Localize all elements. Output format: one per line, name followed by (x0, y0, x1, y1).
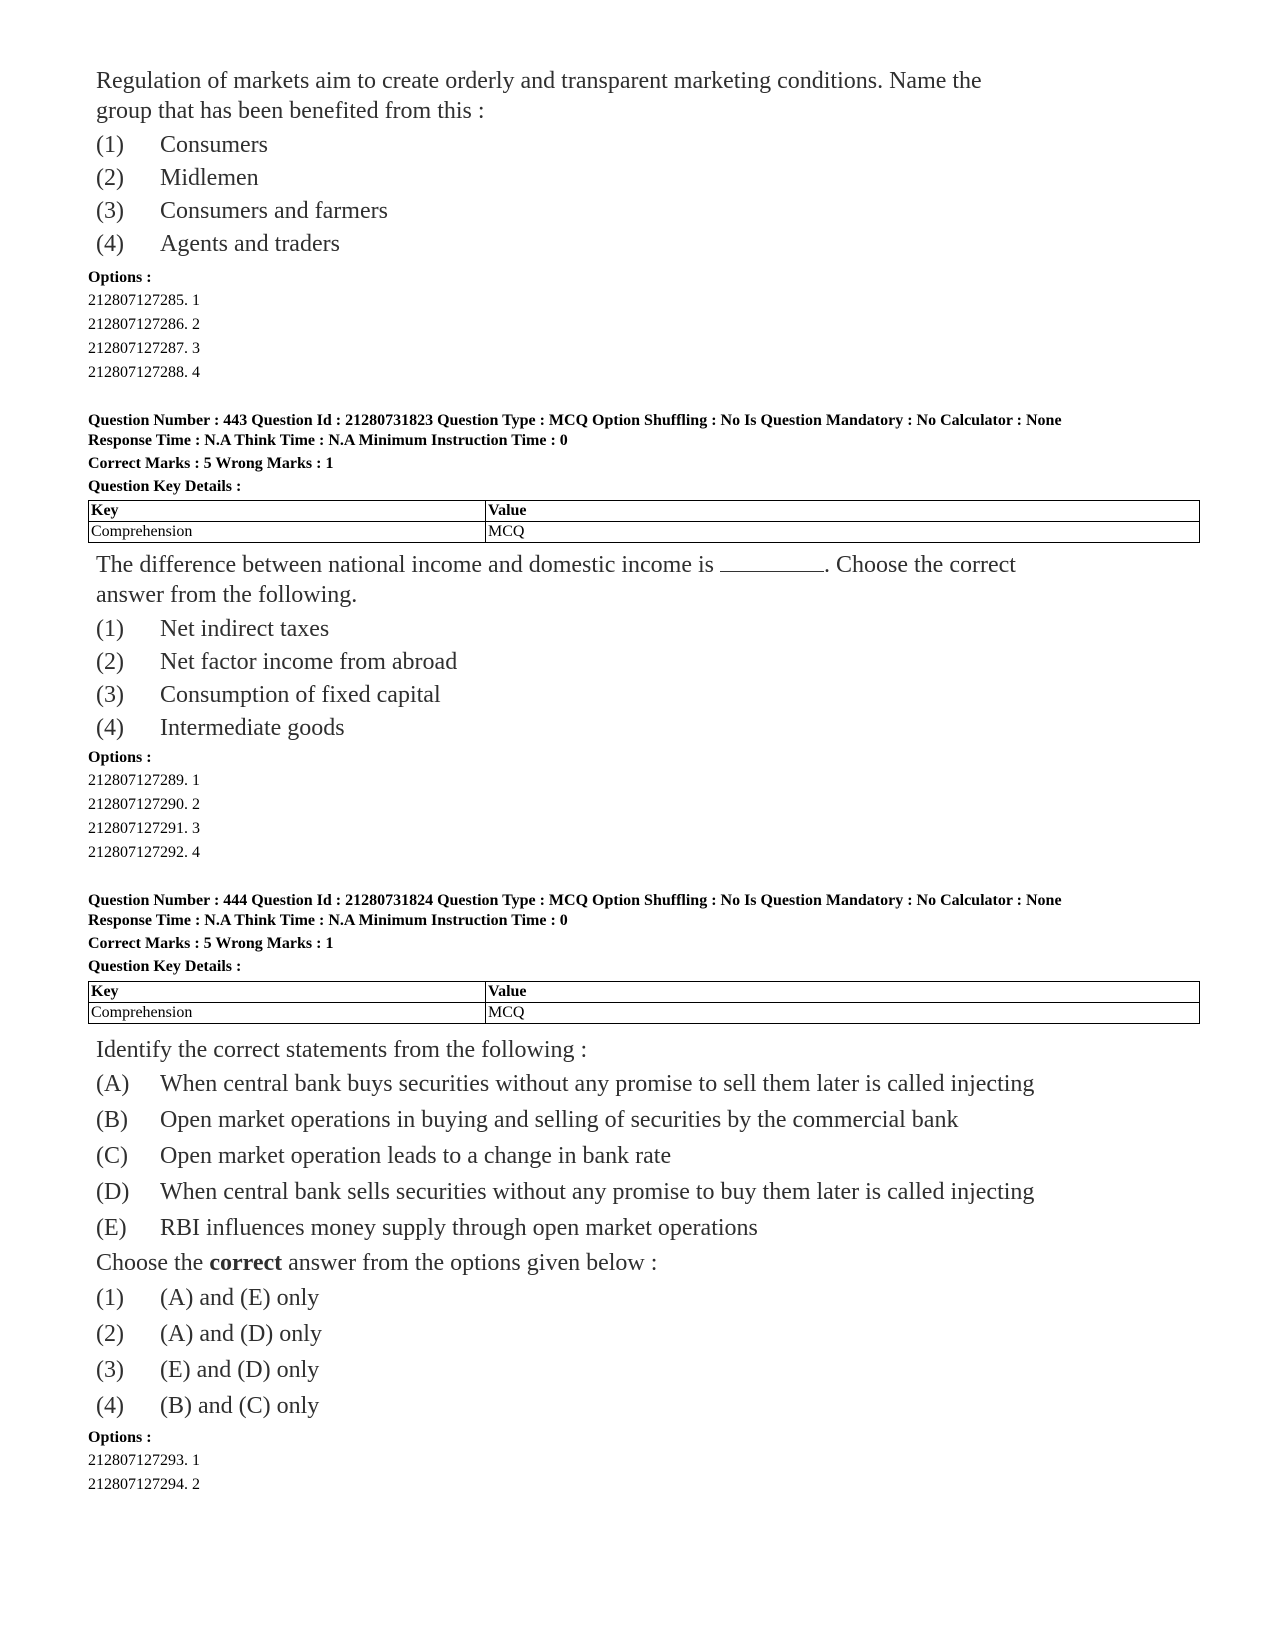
options-heading: Options : (88, 749, 152, 766)
options-heading: Options : (88, 1429, 152, 1446)
option-id: 212807127293. 1 (88, 1452, 200, 1469)
question-443-key-table (88, 500, 1200, 543)
answer-option: (1) Net indirect taxes (96, 616, 330, 642)
answer-option: (3) Consumers and farmers (96, 198, 388, 224)
option-id: 212807127287. 3 (88, 340, 200, 357)
marks-line: Correct Marks : 5 Wrong Marks : 1 (88, 935, 334, 952)
table-header-cell: Key (89, 982, 486, 1003)
option-id: 212807127291. 3 (88, 820, 200, 837)
question-444-options (88, 1427, 1200, 1497)
option-id-list (88, 289, 1200, 385)
question-442-options (88, 267, 1200, 385)
table-header-cell: Value (486, 982, 1200, 1003)
question-443-body (88, 550, 1200, 745)
table-cell: MCQ (486, 1003, 1200, 1024)
question-meta-line: Response Time : N.A Think Time : N.A Minimum Instruction Time : 0 (88, 432, 568, 449)
choose-instruction: Choose the correct answer from the options given below : (96, 1250, 658, 1276)
fill-blank (720, 551, 824, 572)
options-heading: Options : (88, 269, 152, 286)
question-stem-line: Regulation of markets aim to create orderly and transparent marketing conditions. Name the (96, 68, 982, 94)
answer-option: (2) (A) and (D) only (96, 1320, 322, 1347)
table-row (89, 522, 1200, 543)
option-id: 212807127292. 4 (88, 844, 200, 861)
statement-item: (A) When central bank buys securities without any promise to sell them later is called injecting (96, 1070, 1035, 1097)
option-id-list (88, 1449, 1200, 1497)
option-id: 212807127294. 2 (88, 1476, 200, 1493)
question-444-header (88, 891, 1200, 977)
table-header-row (89, 982, 1200, 1003)
answer-option: (1) (A) and (E) only (96, 1284, 320, 1311)
statement-item: (E) RBI influences money supply through open market operations (96, 1214, 758, 1241)
option-id: 212807127288. 4 (88, 364, 200, 381)
question-meta-line: Question Number : 444 Question Id : 21280731824 Question Type : MCQ Option Shuffling : No Is Question Mandatory : No Calculator : None (88, 892, 1062, 909)
table-cell: Comprehension (89, 1003, 486, 1024)
option-id: 212807127289. 1 (88, 772, 200, 789)
answer-option: (3) (E) and (D) only (96, 1356, 320, 1383)
key-details-label: Question Key Details : (88, 478, 242, 495)
option-id-list (88, 769, 1200, 865)
question-444-body (88, 1034, 1200, 1424)
question-stem-line: Identify the correct statements from the following : (96, 1037, 588, 1063)
answer-option: (4) Intermediate goods (96, 715, 345, 741)
question-443-options (88, 747, 1200, 865)
statement-item: (D) When central bank sells securities without any promise to buy them later is called injecting (96, 1178, 1035, 1205)
answer-option: (1) Consumers (96, 132, 268, 158)
option-id: 212807127290. 2 (88, 796, 200, 813)
answer-option: (2) Midlemen (96, 165, 259, 191)
question-444-key-table (88, 981, 1200, 1024)
question-stem-line: answer from the following. (96, 582, 358, 608)
answer-option: (3) Consumption of fixed capital (96, 682, 441, 708)
answer-option: (2) Net factor income from abroad (96, 649, 458, 675)
option-id: 212807127285. 1 (88, 292, 200, 309)
key-details-label: Question Key Details : (88, 958, 242, 975)
question-meta-line: Question Number : 443 Question Id : 21280731823 Question Type : MCQ Option Shuffling : No Is Question Mandatory : No Calculator : None (88, 412, 1062, 429)
answer-option: (4) (B) and (C) only (96, 1392, 320, 1419)
question-stem-line: The difference between national income and domestic income is . Choose the correct (96, 552, 1016, 578)
question-meta-line: Response Time : N.A Think Time : N.A Minimum Instruction Time : 0 (88, 912, 568, 929)
question-stem-line: group that has been benefited from this : (96, 98, 485, 124)
question-443-header (88, 411, 1200, 497)
table-header-cell: Value (486, 501, 1200, 522)
question-442-body (88, 66, 1200, 261)
marks-line: Correct Marks : 5 Wrong Marks : 1 (88, 455, 334, 472)
option-id: 212807127286. 2 (88, 316, 200, 333)
statement-item: (C) Open market operation leads to a change in bank rate (96, 1142, 672, 1169)
table-row (89, 1003, 1200, 1024)
table-cell: Comprehension (89, 522, 486, 543)
table-header-row (89, 501, 1200, 522)
answer-option: (4) Agents and traders (96, 231, 340, 257)
statement-item: (B) Open market operations in buying and selling of securities by the commercial bank (96, 1106, 959, 1133)
table-header-cell: Key (89, 501, 486, 522)
table-cell: MCQ (486, 522, 1200, 543)
